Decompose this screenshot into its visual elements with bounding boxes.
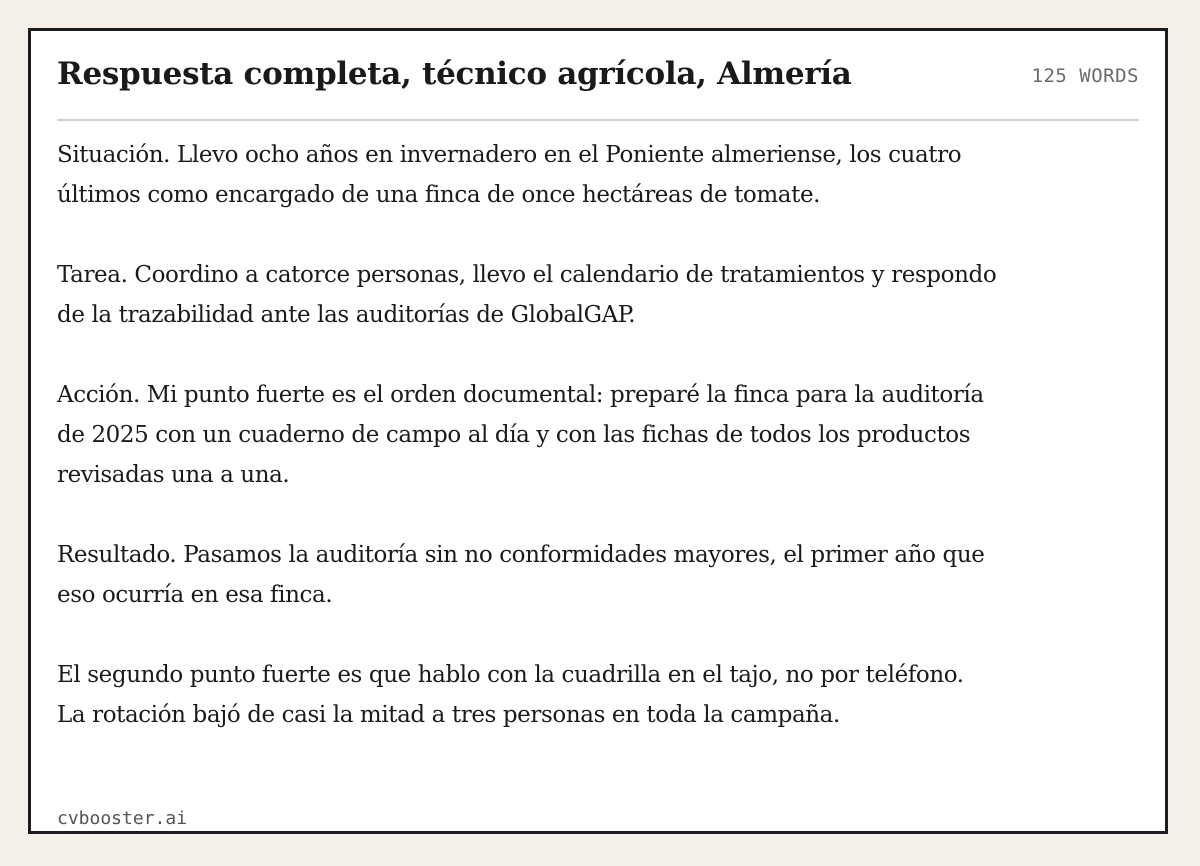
answer-body <box>57 135 997 735</box>
paragraph-segundo-punto: El segundo punto fuerte es que hablo con la cuadrilla en el tajo, no por teléfono. La rotación bajó de casi la mitad a tres personas en toda la campaña. <box>57 662 964 728</box>
paragraph-resultado: Resultado. Pasamos la auditoría sin no conformidades mayores, el primer año que eso ocurría en esa finca. <box>57 542 985 608</box>
paragraph-situacion: Situación. Llevo ocho años en invernadero en el Poniente almeriense, los cuatro últimos como encargado de una finca de once hectáreas de tomate. <box>57 142 962 208</box>
card-header <box>57 31 1139 121</box>
paragraph-accion: Acción. Mi punto fuerte es el orden documental: preparé la finca para la auditoría de 2025 con un cuaderno de campo al día y con las fichas de todos los productos revisadas una a una. <box>57 382 984 488</box>
brand-footer: cvbooster.ai <box>57 808 188 829</box>
answer-card <box>28 28 1168 834</box>
card-title: Respuesta completa, técnico agrícola, Almería <box>57 56 852 92</box>
paragraph-tarea: Tarea. Coordino a catorce personas, llevo el calendario de tratamientos y respondo de la trazabilidad ante las auditorías de GlobalGAP. <box>57 262 997 328</box>
word-count-badge: 125 WORDS <box>1031 65 1139 87</box>
